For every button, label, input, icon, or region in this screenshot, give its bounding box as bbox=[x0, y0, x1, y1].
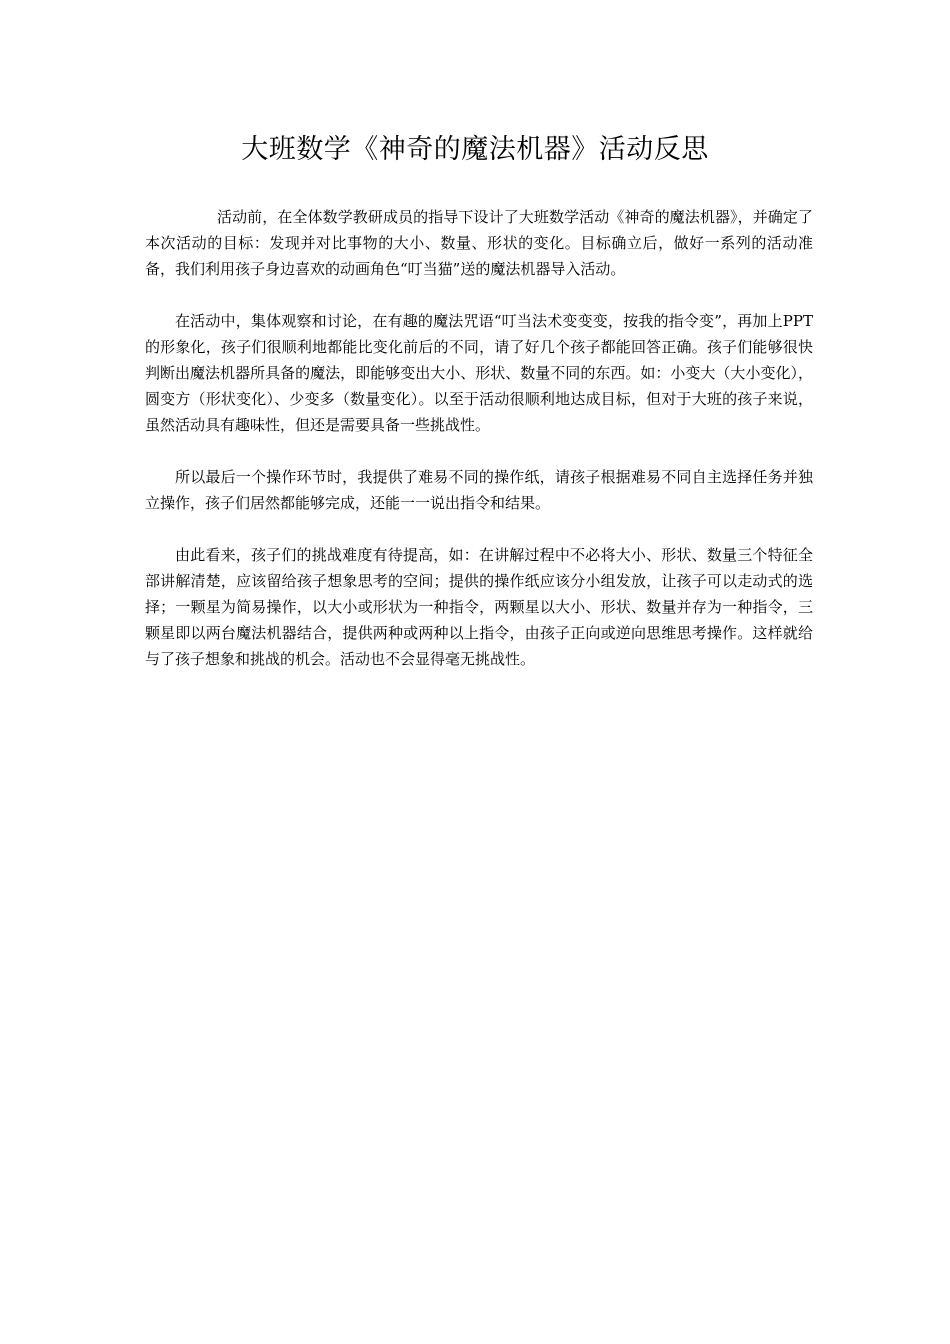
paragraph-4: 由此看来，孩子们的挑战难度有待提高，如：在讲解过程中不必将大小、形状、数量三个特征全部讲解清楚，应该留给孩子想象思考的空间；提供的操作纸应该分小组发放，让孩子可以走动式的选择；一颗星为简易操作，以大小或形状为一种指令，两颗星以大小、形状、数量并存为一种指令，三颗星即以两台魔法机器结合，提供两种或两种以上指令，由孩子正向或逆向思维思考操作。这样就给与了孩子想象和挑战的机会。活动也不会显得毫无挑战性。 bbox=[145, 546, 813, 668]
document-body bbox=[145, 204, 813, 672]
paragraph-3: 所以最后一个操作环节时，我提供了难易不同的操作纸，请孩子根据难易不同自主选择任务并独立操作，孩子们居然都能够完成，还能一一说出指令和结果。 bbox=[145, 468, 813, 512]
paragraph-1: 活动前，在全体数学教研成员的指导下设计了大班数学活动《神奇的魔法机器》，并确定了本次活动的目标：发现并对比事物的大小、数量、形状的变化。目标确立后，做好一系列的活动准备，我们利用孩子身边喜欢的动画角色“叮当猫”送的魔法机器导入活动。 bbox=[145, 208, 813, 278]
document-title: 大班数学《神奇的魔法机器》活动反思 bbox=[241, 134, 709, 165]
paragraph-2: 在活动中，集体观察和讨论，在有趣的魔法咒语“叮当法术变变变，按我的指令变”，再加上PPT的形象化，孩子们很顺利地都能比变化前后的不同，请了好几个孩子都能回答正确。孩子们能够很快判断出魔法机器所具备的魔法，即能够变出大小、形状、数量不同的东西。如：小变大（大小变化），圆变方（形状变化）、少变多（数量变化）。以至于活动很顺利地达成目标，但对于大班的孩子来说，虽然活动具有趣味性，但还是需要具备一些挑战性。 bbox=[145, 312, 813, 434]
